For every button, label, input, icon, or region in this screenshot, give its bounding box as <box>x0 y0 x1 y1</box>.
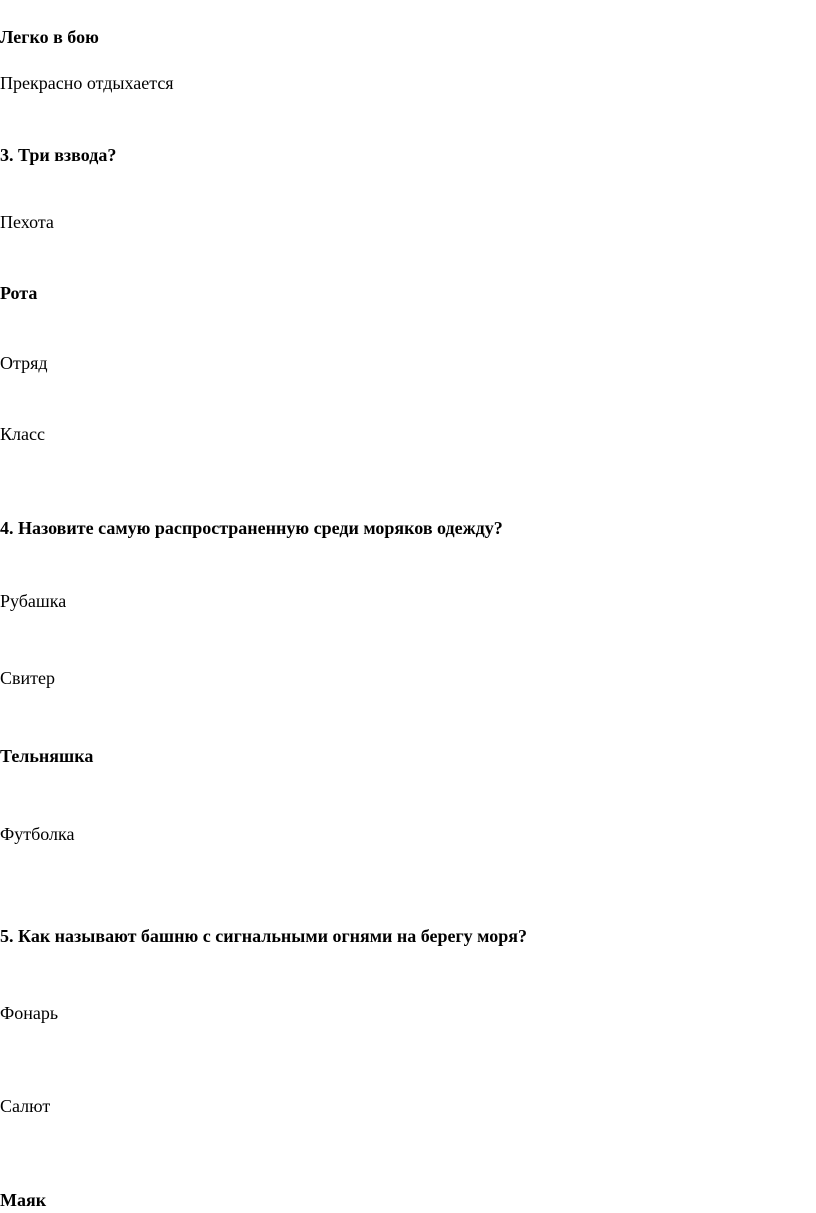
question-5-heading: 5. Как называют башню с сигнальными огнями на берегу моря? <box>0 926 527 946</box>
answer-option: Рубашка <box>0 591 67 611</box>
answer-option: Отряд <box>0 353 48 373</box>
answer-option-bold: Легко в бою <box>0 27 99 47</box>
answer-option: Свитер <box>0 668 55 688</box>
question-3-heading: 3. Три взвода? <box>0 145 117 165</box>
answer-option: Прекрасно отдыхается <box>0 73 174 93</box>
answer-option: Класс <box>0 424 45 444</box>
answer-option-correct: Тельняшка <box>0 746 94 766</box>
answer-option: Салют <box>0 1096 51 1116</box>
question-4-heading: 4. Назовите самую распространенную среди моряков одежду? <box>0 518 503 538</box>
answer-option: Футболка <box>0 824 75 844</box>
answer-option: Фонарь <box>0 1003 59 1023</box>
answer-option: Пехота <box>0 212 54 232</box>
answer-option-correct: Рота <box>0 283 38 303</box>
answer-option-correct: Маяк <box>0 1190 47 1210</box>
